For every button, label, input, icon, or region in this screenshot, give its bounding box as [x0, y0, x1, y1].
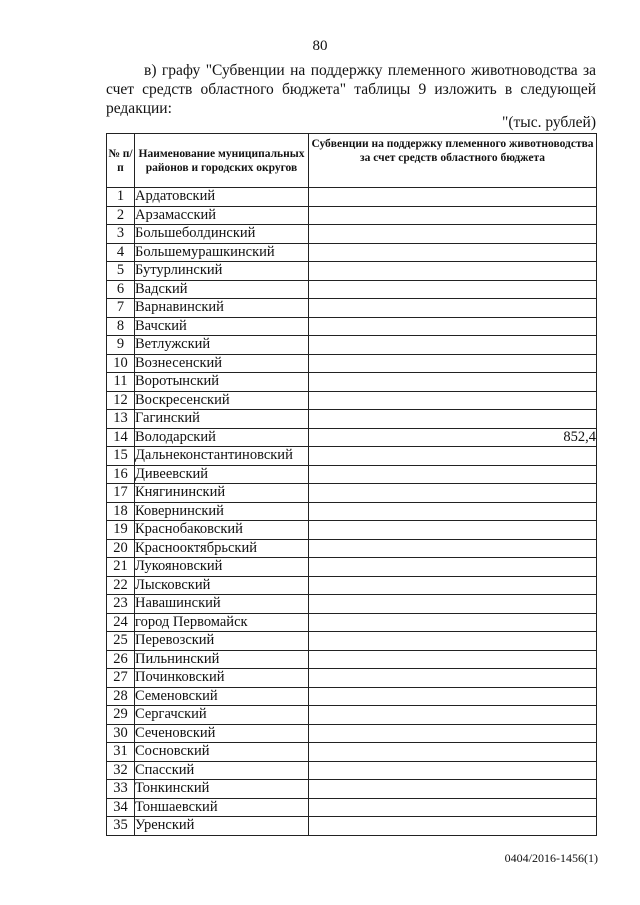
- subvention-value: [309, 206, 597, 225]
- row-number: 23: [107, 595, 135, 614]
- row-number: 10: [107, 354, 135, 373]
- row-number: 35: [107, 817, 135, 836]
- table-row: [107, 428, 597, 447]
- table-row: [107, 706, 597, 725]
- table-row: [107, 465, 597, 484]
- row-number: 21: [107, 558, 135, 577]
- subvention-value: [309, 632, 597, 651]
- row-number: 20: [107, 539, 135, 558]
- row-number: 16: [107, 465, 135, 484]
- district-name: Княгининский: [135, 484, 309, 503]
- row-number: 29: [107, 706, 135, 725]
- district-name: Починковский: [135, 669, 309, 688]
- subvention-value: [309, 743, 597, 762]
- row-number: 17: [107, 484, 135, 503]
- subvention-table: [106, 133, 597, 836]
- district-name: Вознесенский: [135, 354, 309, 373]
- subvention-value: [309, 780, 597, 799]
- table-row: [107, 299, 597, 318]
- row-number: 13: [107, 410, 135, 429]
- subvention-value: [309, 669, 597, 688]
- district-name: Ковернинский: [135, 502, 309, 521]
- subvention-value: [309, 410, 597, 429]
- row-number: 31: [107, 743, 135, 762]
- subvention-value: [309, 539, 597, 558]
- header-name: Наименование муниципальных районов и городских округов: [135, 134, 309, 188]
- document-code: 0404/2016-1456(1): [504, 851, 598, 865]
- table-row: [107, 743, 597, 762]
- subvention-value: [309, 243, 597, 262]
- table-row: [107, 780, 597, 799]
- row-number: 26: [107, 650, 135, 669]
- district-name: Варнавинский: [135, 299, 309, 318]
- district-name: Большемурашкинский: [135, 243, 309, 262]
- row-number: 8: [107, 317, 135, 336]
- table-row: [107, 317, 597, 336]
- row-number: 1: [107, 188, 135, 207]
- district-name: Лукояновский: [135, 558, 309, 577]
- district-name: Арзамасский: [135, 206, 309, 225]
- row-number: 28: [107, 687, 135, 706]
- district-name: Гагинский: [135, 410, 309, 429]
- table-row: [107, 613, 597, 632]
- table-body: [107, 188, 597, 836]
- table-row: [107, 447, 597, 466]
- subvention-value: [309, 706, 597, 725]
- table-row: [107, 687, 597, 706]
- district-name: Ветлужский: [135, 336, 309, 355]
- district-name: Воскресенский: [135, 391, 309, 410]
- district-name: Вачский: [135, 317, 309, 336]
- row-number: 34: [107, 798, 135, 817]
- district-name: Сеченовский: [135, 724, 309, 743]
- district-name: Навашинский: [135, 595, 309, 614]
- page-number: 80: [312, 38, 328, 54]
- subvention-value: [309, 262, 597, 281]
- subvention-value: [309, 354, 597, 373]
- district-name: Большеболдинский: [135, 225, 309, 244]
- subvention-value: [309, 724, 597, 743]
- table-row: [107, 484, 597, 503]
- row-number: 32: [107, 761, 135, 780]
- table-row: [107, 817, 597, 836]
- district-name: Краснобаковский: [135, 521, 309, 540]
- district-name: Краснооктябрьский: [135, 539, 309, 558]
- district-name: Пильнинский: [135, 650, 309, 669]
- row-number: 7: [107, 299, 135, 318]
- district-name: Перевозский: [135, 632, 309, 651]
- subvention-value: 852,4: [309, 428, 597, 447]
- intro-paragraph: в) графу "Субвенции на поддержку племенного животноводства за счет средств областного бюджета" таблицы 9 изложить в следующей редакции:: [106, 62, 596, 117]
- table-row: [107, 391, 597, 410]
- district-name: Уренский: [135, 817, 309, 836]
- district-name: Сергачский: [135, 706, 309, 725]
- subvention-value: [309, 465, 597, 484]
- subvention-value: [309, 373, 597, 392]
- row-number: 3: [107, 225, 135, 244]
- subvention-value: [309, 447, 597, 466]
- table-row: [107, 632, 597, 651]
- table-row: [107, 576, 597, 595]
- district-name: Володарский: [135, 428, 309, 447]
- table-row: [107, 558, 597, 577]
- table-row: [107, 262, 597, 281]
- subvention-value: [309, 299, 597, 318]
- table-row: [107, 798, 597, 817]
- subvention-value: [309, 484, 597, 503]
- table-row: [107, 410, 597, 429]
- row-number: 11: [107, 373, 135, 392]
- row-number: 18: [107, 502, 135, 521]
- district-name: Сосновский: [135, 743, 309, 762]
- header-num: № п/п: [107, 134, 135, 188]
- row-number: 27: [107, 669, 135, 688]
- subvention-value: [309, 336, 597, 355]
- row-number: 12: [107, 391, 135, 410]
- table-row: [107, 502, 597, 521]
- table-row: [107, 650, 597, 669]
- district-name: Ардатовский: [135, 188, 309, 207]
- table-row: [107, 373, 597, 392]
- district-name: Дальнеконстантиновский: [135, 447, 309, 466]
- row-number: 19: [107, 521, 135, 540]
- subvention-value: [309, 687, 597, 706]
- subvention-value: [309, 558, 597, 577]
- district-name: Семеновский: [135, 687, 309, 706]
- row-number: 25: [107, 632, 135, 651]
- row-number: 9: [107, 336, 135, 355]
- table-row: [107, 225, 597, 244]
- district-name: Лысковский: [135, 576, 309, 595]
- row-number: 33: [107, 780, 135, 799]
- district-name: Тоншаевский: [135, 798, 309, 817]
- table-row: [107, 669, 597, 688]
- row-number: 5: [107, 262, 135, 281]
- district-name: Дивеевский: [135, 465, 309, 484]
- row-number: 4: [107, 243, 135, 262]
- table-row: [107, 188, 597, 207]
- subvention-value: [309, 521, 597, 540]
- row-number: 6: [107, 280, 135, 299]
- district-name: Спасский: [135, 761, 309, 780]
- subvention-value: [309, 225, 597, 244]
- row-number: 24: [107, 613, 135, 632]
- unit-label: "(тыс. рублей): [502, 114, 596, 131]
- subvention-value: [309, 650, 597, 669]
- table-row: [107, 539, 597, 558]
- table-row: [107, 761, 597, 780]
- subvention-value: [309, 280, 597, 299]
- district-name: Воротынский: [135, 373, 309, 392]
- district-name: Тонкинский: [135, 780, 309, 799]
- subvention-value: [309, 761, 597, 780]
- table-row: [107, 206, 597, 225]
- table-row: [107, 243, 597, 262]
- header-value: Субвенции на поддержку племенного животноводства за счет средств областного бюджета: [309, 134, 597, 188]
- table-row: [107, 336, 597, 355]
- subvention-value: [309, 502, 597, 521]
- row-number: 22: [107, 576, 135, 595]
- district-name: Бутурлинский: [135, 262, 309, 281]
- table-row: [107, 595, 597, 614]
- district-name: Вадский: [135, 280, 309, 299]
- subvention-value: [309, 595, 597, 614]
- district-name: город Первомайск: [135, 613, 309, 632]
- subvention-value: [309, 613, 597, 632]
- subvention-value: [309, 817, 597, 836]
- row-number: 14: [107, 428, 135, 447]
- row-number: 2: [107, 206, 135, 225]
- table-row: [107, 280, 597, 299]
- subvention-value: [309, 576, 597, 595]
- table-row: [107, 354, 597, 373]
- subvention-value: [309, 798, 597, 817]
- table-row: [107, 724, 597, 743]
- table-row: [107, 521, 597, 540]
- subvention-value: [309, 391, 597, 410]
- subvention-value: [309, 188, 597, 207]
- row-number: 15: [107, 447, 135, 466]
- row-number: 30: [107, 724, 135, 743]
- table-header-row: [107, 134, 597, 188]
- subvention-value: [309, 317, 597, 336]
